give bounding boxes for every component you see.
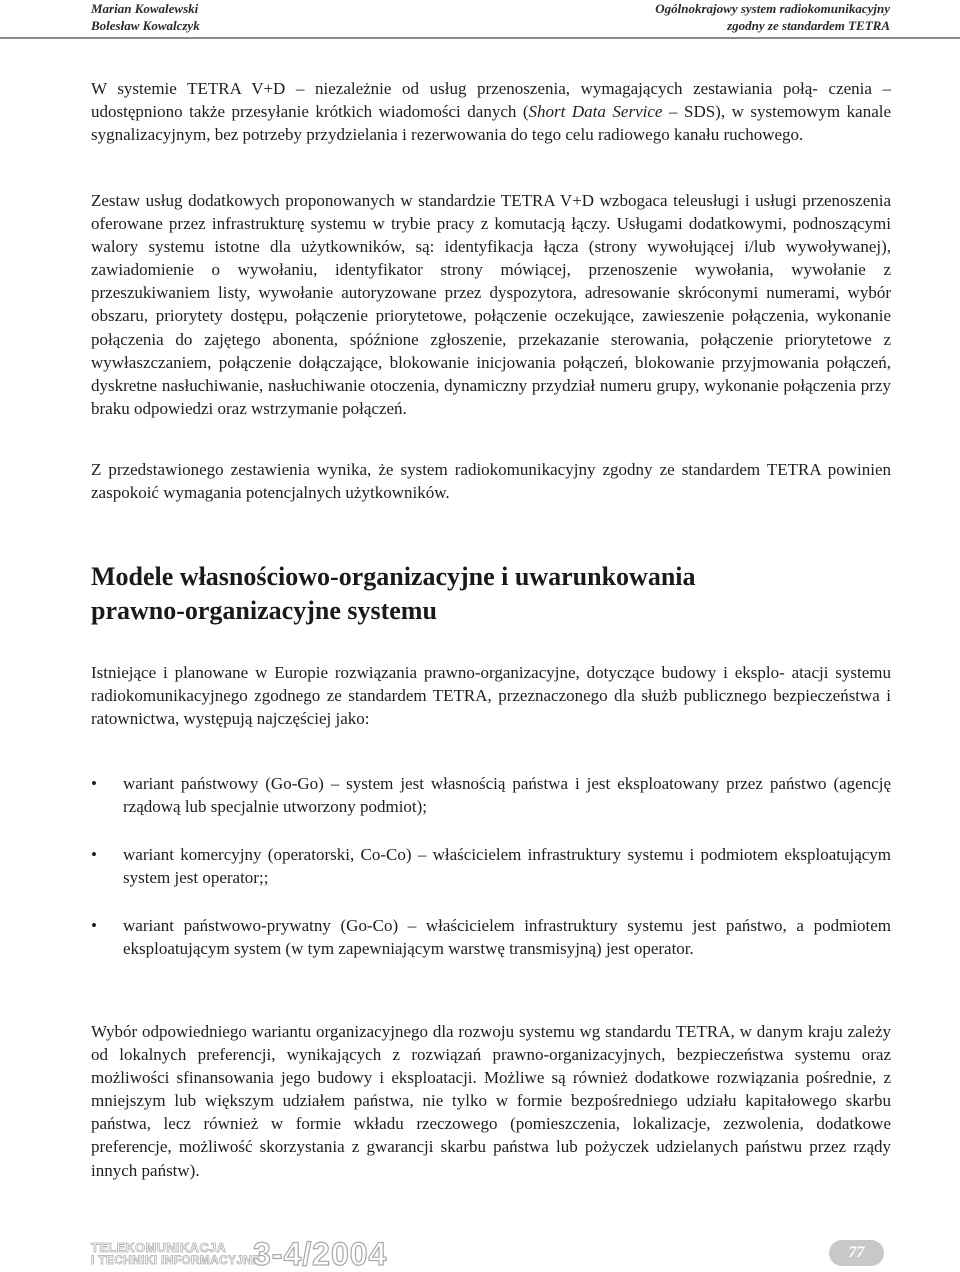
list-item: • wariant komercyjny (operatorski, Co-Co) – właścicielem infrastruktury systemu i podmiotem eksploatującym system jest operator;;: [91, 845, 892, 888]
list-item: • wariant państwowy (Go-Go) – system jest własnością państwa i jest eksploatowany przez państwo (agencję rządową lub specjalnie utworzony podmiot);: [91, 774, 892, 817]
list-item: • wariant państwowo-prywatny (Go-Co) – właścicielem infrastruktury systemu jest państwo, a podmiotem eksploatującym system (w tym zapewniającym warstwę transmisyjną) jest operator.: [91, 916, 892, 959]
section-heading: Modele własnościowo-organizacyjne i uwarunkowania prawno-organizacyjne systemu: [91, 562, 696, 625]
page-footer: [0, 1225, 960, 1271]
header-title-line: Ogólnokrajowy system radiokomunikacyjny: [655, 1, 890, 16]
header-author: Marian Kowalewski: [91, 1, 199, 16]
paragraph-conclusion: Z przedstawionego zestawienia wynika, że system radiokomunikacyjny zgodny ze standardem TETRA powinien zaspokoić wymagania potencjalnych użytkowników.: [91, 460, 891, 503]
running-header: [0, 0, 960, 40]
journal-name-line1: TELEKOMUNIKACJA: [91, 1240, 227, 1255]
header-author: Bolesław Kowalczyk: [91, 18, 200, 33]
header-authors: [91, 0, 200, 34]
header-article-title: [655, 0, 890, 34]
journal-logo: [91, 1241, 261, 1267]
variants-list: [91, 772, 891, 961]
issue-number: 3-4/2004: [253, 1236, 388, 1272]
journal-name-line2: I TECHNIKI INFORMACYJNE: [91, 1253, 261, 1267]
paragraph-variant-choice: Wybór odpowiedniego wariantu organizacyjnego dla rozwoju systemu wg standardu TETRA, w danym kraju zależy od lokalnych preferencji, wynikających z rozwiązań prawno-organizacyjnych, bezpieczeństwa systemu oraz możliwości sfinansowania jego budowy i eksploatacji. Możliwe są również dodatkowe rozwiązania pośrednie, z mniejszym lub większym udziałem państwa, nie tylko w formie bezpośredniego udziału kapitałowego skarbu państwa, lecz również w formie wkładu rzeczowego (pomieszczenia, lokalizacje, zezwolenia, dodatkowe preferencje, możliwość skorzystania z gwarancji skarbu państwa lub pożyczek udzielanych państwu przez rządy innych państw).: [91, 1022, 892, 1180]
page-number: 77: [829, 1240, 884, 1266]
paragraph-sds: W systemie TETRA V+D – niezależnie od usług przenoszenia, wymagających zestawiania połą- czenia – udostępniono także przesyłanie krótkich wiadomości danych (Short Data Service – SDS), w systemowym kanale sygnalizacyjnym, bez potrzeby przydzielania i rezerwowania do tego celu radiowego kanału ruchowego.: [91, 79, 892, 145]
bullet-icon: •: [91, 916, 97, 936]
header-title-line: zgodny ze standardem TETRA: [727, 18, 890, 33]
bullet-icon: •: [91, 845, 97, 865]
header-rule: [0, 37, 960, 39]
bullet-icon: •: [91, 774, 97, 793]
emphasis-short-data-service: Short Data Service: [528, 102, 663, 122]
paragraph-supplementary-services: Zestaw usług dodatkowych proponowanych w standardzie TETRA V+D wzbogaca teleusługi i usługi przenoszenia oferowane przez infrastrukturę systemu w trybie pracy z komutacją łączy. Usługami dodatkowymi, podnoszącymi walory systemu istotne dla użytkowników, są: identyfikacja łącza (strony wywołującej i/lub wywoływanej), zawiadomienie o wywołaniu, identyfikator strony mówiącej, przenoszenie wywołania, wywołanie z przeszukiwaniem listy, wywołanie autoryzowane przez dyspozytora, adresowanie skróconymi numerami, wybór obszaru, priorytety dostępu, połączenie priorytetowe, połączenie oczekujące, zawieszenie połączenia, wykonanie połączenia do zajętego abonenta, spóźnione zgłoszenie, przekazanie sterowania, połączenie priorytetowe z wywłaszczaniem, połączenie dołączające, blokowanie inicjowania połączeń, blokowanie przyjmowania połączeń, dyskretne nasłuchiwanie, nasłuchiwanie otoczenia, dynamiczny przydział numeru grupy, wykonanie połączenia przy braku odpowiedzi oraz wstrzymanie połączeń.: [91, 191, 892, 418]
paragraph-models-intro: Istniejące i planowane w Europie rozwiązania prawno-organizacyjne, dotyczące budowy i eksplo- atacji systemu radiokomunikacyjnego zgodnego ze standardem TETRA, przeznaczonego dla służb publicznego bezpieczeństwa i ratownictwa, występują najczęściej jako:: [91, 663, 892, 729]
